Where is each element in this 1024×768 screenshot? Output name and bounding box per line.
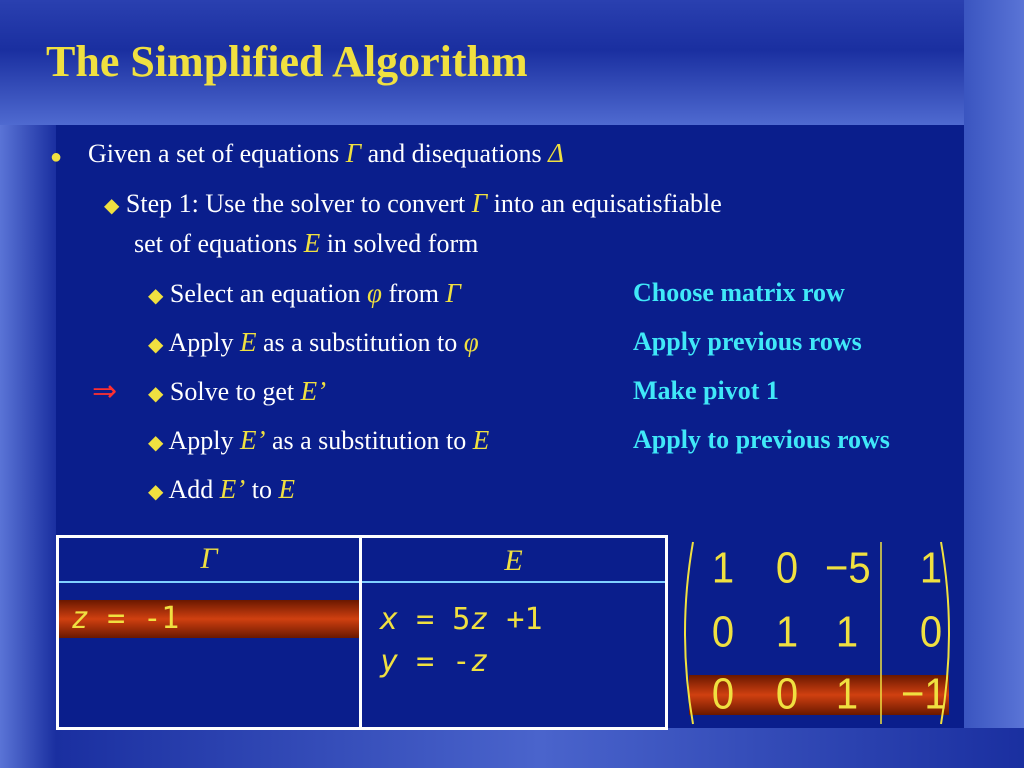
gamma-table <box>56 535 362 730</box>
sub-bullet-apply-e <box>148 327 479 358</box>
sub4-mid: as a substitution to <box>271 426 467 455</box>
e-symbol: E <box>303 228 321 258</box>
bullet-given <box>88 138 564 169</box>
e-eq2-rest: = - <box>398 644 471 679</box>
current-step-arrow-icon: ⇒ <box>92 375 118 408</box>
sub2-mid: as a substitution to <box>262 328 458 357</box>
sub5-pre: Add <box>168 475 214 504</box>
step1-line2-post: in solved form <box>326 229 479 258</box>
matrix-cell: 0 <box>711 669 735 719</box>
annotation-choose-row: Choose matrix row <box>633 278 845 307</box>
matrix-cell: 0 <box>919 607 943 657</box>
bullet-given-mid: and disequations <box>367 139 542 168</box>
e-header: E <box>504 544 523 577</box>
e-symbol: E <box>278 474 295 504</box>
matrix-cell: 0 <box>775 543 799 593</box>
sub3-pre: Solve to get <box>169 377 295 406</box>
sub-bullet-add <box>148 474 295 505</box>
annotation-make-pivot: Make pivot 1 <box>633 376 779 405</box>
e-equation-2 <box>380 644 488 679</box>
e-prime-symbol: E’ <box>219 474 246 504</box>
matrix-cell: 1 <box>711 543 735 593</box>
sub1-pre: Select an equation <box>169 279 361 308</box>
e-eq2-var: y <box>380 644 399 679</box>
e-eq1-rest: +1 <box>488 602 543 637</box>
sub-bullet-apply-eprime <box>148 425 489 456</box>
matrix-cell: 1 <box>835 607 859 657</box>
matrix-cell: 0 <box>775 669 799 719</box>
delta-symbol: Δ <box>548 138 565 168</box>
e-symbol: E <box>472 425 490 455</box>
matrix-cell: 1 <box>835 669 859 719</box>
gamma-symbol: Γ <box>445 278 461 308</box>
diamond-bullet-icon: ◆ <box>148 432 164 454</box>
gamma-header-divider <box>59 581 359 583</box>
e-symbol: E <box>239 327 257 357</box>
step1-line1 <box>104 188 722 219</box>
sub5-mid: to <box>251 475 272 504</box>
gamma-eq-rest: = -1 <box>89 601 180 636</box>
right-decor-strip <box>964 0 1024 768</box>
matrix-cell: 0 <box>711 607 735 657</box>
e-eq1-var: x <box>380 602 399 637</box>
augmented-matrix <box>675 538 960 728</box>
diamond-bullet-icon: ◆ <box>148 285 164 307</box>
matrix-left-bracket <box>685 542 693 724</box>
bottom-decor-band <box>56 728 1024 768</box>
matrix-cell: −5 <box>825 543 871 593</box>
slide-title: The Simplified Algorithm <box>46 37 528 86</box>
e-header-divider <box>362 581 665 583</box>
e-prime-symbol: E’ <box>300 376 327 406</box>
sub2-pre: Apply <box>168 328 234 357</box>
step1-text-post: into an equisatisfiable <box>493 189 722 218</box>
gamma-eq-var: z <box>71 601 90 636</box>
sub1-mid: from <box>388 279 439 308</box>
step1-text: Step 1: Use the solver to convert <box>125 189 466 218</box>
diamond-bullet-icon: ◆ <box>148 481 164 503</box>
e-table <box>359 535 668 730</box>
gamma-symbol: Γ <box>471 188 488 218</box>
step1-line2 <box>134 228 478 259</box>
phi-symbol: φ <box>463 327 479 357</box>
diamond-bullet-icon: ◆ <box>104 195 120 217</box>
bullet-given-text: Given a set of equations <box>88 139 340 168</box>
e-eq1-mid: = 5 <box>398 602 471 637</box>
e-equation-1 <box>380 602 543 637</box>
sub-bullet-solve <box>148 376 326 407</box>
sub4-pre: Apply <box>168 426 234 455</box>
matrix-cell: 1 <box>919 543 943 593</box>
sub-bullet-select <box>148 278 461 309</box>
e-eq1-var2: z <box>470 602 489 637</box>
matrix-cell: −1 <box>901 669 947 719</box>
gamma-header: Γ <box>200 542 218 575</box>
matrix-cell: 1 <box>775 607 799 657</box>
annotation-apply-to-previous: Apply to previous rows <box>633 425 890 454</box>
e-prime-symbol: E’ <box>239 425 266 455</box>
diamond-bullet-icon: ◆ <box>148 383 164 405</box>
gamma-equation <box>71 601 179 636</box>
annotation-apply-previous: Apply previous rows <box>633 327 862 356</box>
e-eq2-var2: z <box>470 644 489 679</box>
phi-symbol: φ <box>367 278 382 308</box>
step1-line2-pre: set of equations <box>134 229 298 258</box>
diamond-bullet-icon: ◆ <box>148 334 164 356</box>
bullet-dot-icon: ● <box>50 146 63 168</box>
left-decor-strip <box>0 125 56 768</box>
gamma-symbol: Γ <box>345 138 362 168</box>
